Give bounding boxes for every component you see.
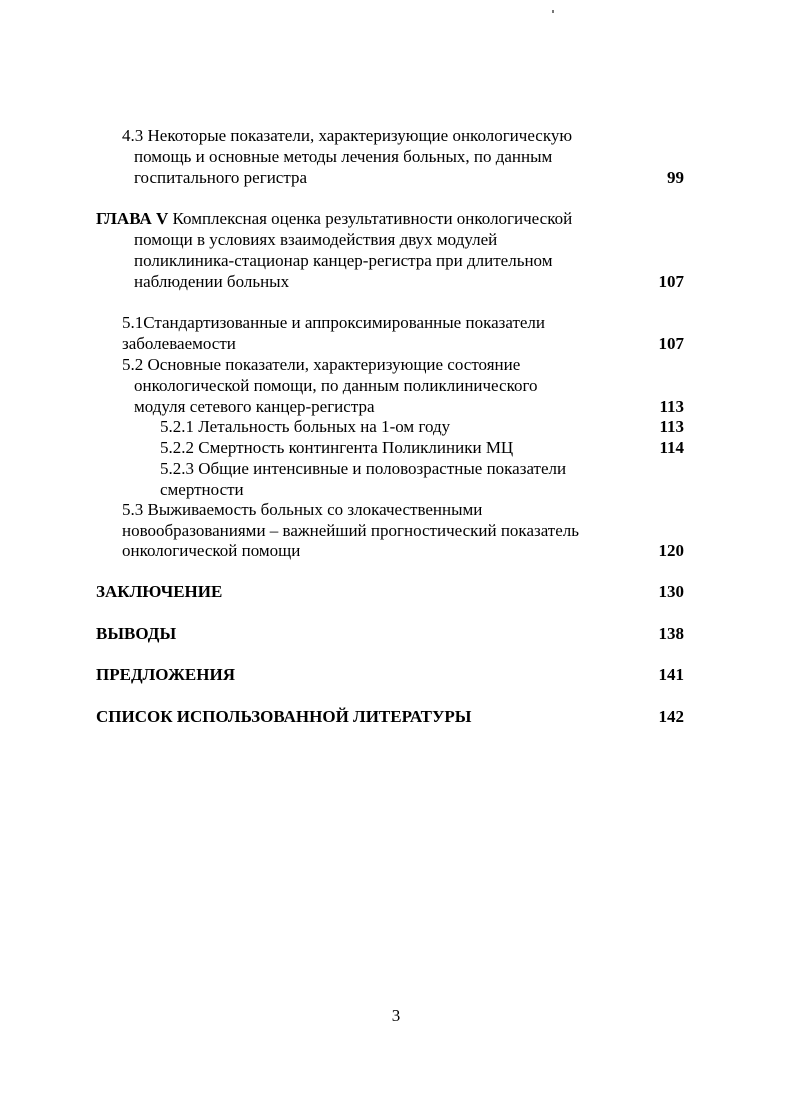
- scan-artifact: [552, 10, 554, 13]
- toc-5-2-line-1: 5.2 Основные показатели, характеризующие состояние: [122, 355, 521, 374]
- toc-5-2-1-page: 113: [659, 417, 684, 436]
- toc-5-3-page: 120: [658, 541, 684, 560]
- toc-5-2-1: 5.2.1 Летальность больных на 1-ом году: [160, 417, 451, 436]
- toc-4-3-line-2: помощь и основные методы лечения больных, по данным: [134, 147, 553, 166]
- toc-5-3-line-1: 5.3 Выживаемость больных со злокачественными: [122, 500, 483, 519]
- toc-5-3-line-3: онкологической помощи: [122, 541, 301, 560]
- toc-chapter-5-label: ГЛАВА V: [96, 209, 169, 228]
- toc-proposals-page: 141: [658, 665, 684, 684]
- toc-5-2-2: 5.2.2 Смертность контингента Поликлиники МЦ: [160, 438, 514, 457]
- toc-5-3-line-2: новообразованиями – важнейший прогностический показатель: [122, 521, 580, 540]
- toc-chapter-5-line-3: поликлиника-стационар канцер-регистра при длительном: [134, 251, 553, 270]
- toc-4-3-page: 99: [667, 168, 684, 187]
- toc-5-1-line-2: заболеваемости: [122, 334, 236, 353]
- page-number: 3: [391, 1006, 401, 1025]
- toc-proposals: ПРЕДЛОЖЕНИЯ: [96, 665, 235, 684]
- toc-5-1-page: 107: [658, 334, 684, 353]
- toc-chapter-5-page: 107: [658, 272, 684, 291]
- toc-findings-page: 138: [658, 624, 684, 643]
- toc-4-3-line-3: госпитального регистра: [134, 168, 308, 187]
- toc-5-2-line-2: онкологической помощи, по данным поликлинического: [134, 376, 538, 395]
- toc-5-2-3-line-1: 5.2.3 Общие интенсивные и половозрастные показатели: [160, 459, 567, 478]
- toc-5-1-line-1: 5.1Стандартизованные и аппроксимированные показатели: [122, 313, 545, 332]
- toc-references-page: 142: [658, 707, 684, 726]
- toc-chapter-5-line-4: наблюдении больных: [134, 272, 290, 291]
- toc-5-2-3-line-2: смертности: [160, 480, 244, 499]
- toc-4-3-line-1: 4.3 Некоторые показатели, характеризующие онкологическую: [122, 126, 573, 145]
- toc-5-2-line-3: модуля сетевого канцер-регистра: [134, 397, 375, 416]
- toc-chapter-5-line-2: помощи в условиях взаимодействия двух модулей: [134, 230, 498, 249]
- toc-5-2-2-page: 114: [659, 438, 684, 457]
- toc-chapter-5-title: Комплексная оценка результативности онкологической: [172, 209, 573, 228]
- toc-conclusion: ЗАКЛЮЧЕНИЕ: [96, 582, 223, 601]
- toc-references: СПИСОК ИСПОЛЬЗОВАННОЙ ЛИТЕРАТУРЫ: [96, 707, 472, 726]
- toc-5-2-page: 113: [659, 397, 684, 416]
- toc-chapter-5-line-1: [96, 209, 572, 229]
- toc-conclusion-page: 130: [658, 582, 684, 601]
- toc-findings: ВЫВОДЫ: [96, 624, 177, 643]
